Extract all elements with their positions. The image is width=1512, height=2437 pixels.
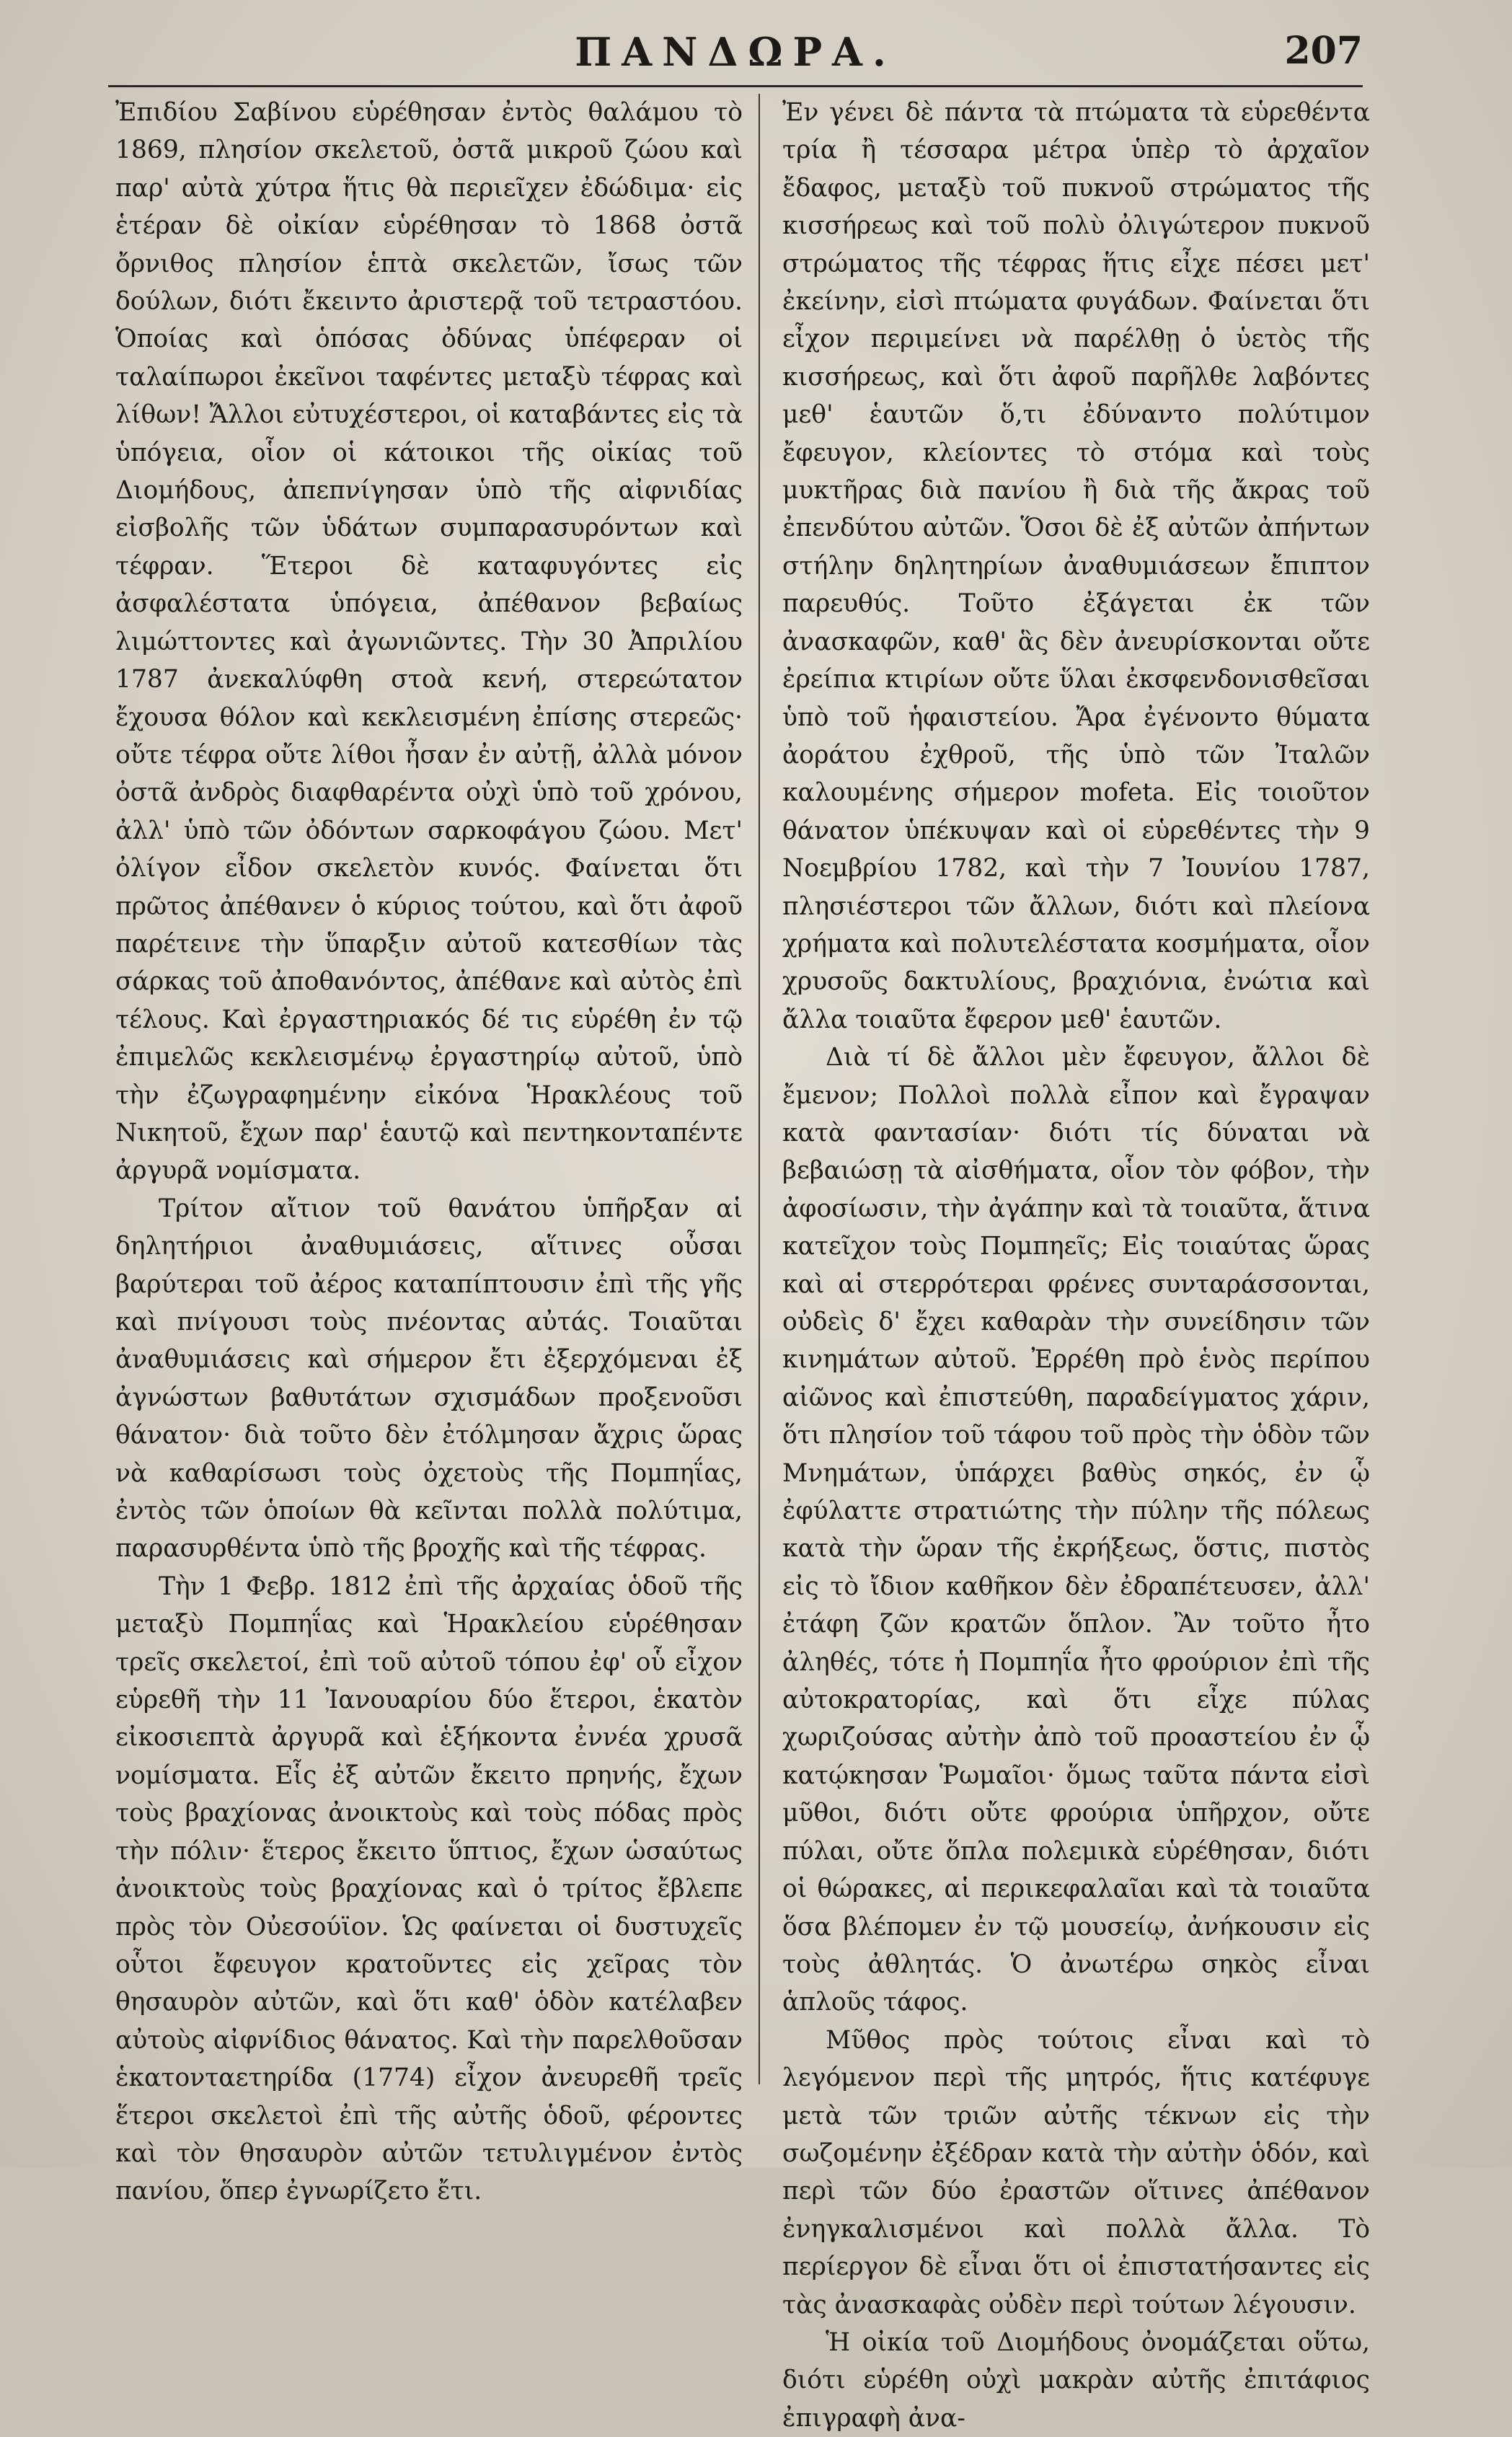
page-number: 207 bbox=[1284, 29, 1363, 73]
left-paragraph-1: Ἐπιδίου Σαβίνου εὑρέθησαν ἐντὸς θαλάμου τὸ 1869, πλησίον σκελετοῦ, ὀστᾶ μικροῦ ζώου καὶ παρ' αὐτὰ χύτρα ἥτις θὰ περιεῖχεν ἐδώδιμα· εἰς ἑτέραν δὲ οἰκίαν εὑρέθησαν τὸ 1868 ὀστᾶ ὄρνιθος πλησίον ἑπτὰ σκελετῶν, ἴσως τῶν δούλων, διότι ἔκειντο ἀριστερᾷ τοῦ τετραστόου. Ὁποίας καὶ ὁπόσας ὀδύνας ὑπέφεραν οἱ ταλαίπωροι ἐκεῖνοι ταφέντες μεταξὺ τέφρας καὶ λίθων! Ἄλλοι εὐτυχέστεροι, οἱ καταβάντες εἰς τὰ ὑπόγεια, οἷον οἱ κάτοικοι τῆς οἰκίας τοῦ Διομήδους, ἀπεπνίγησαν ὑπὸ τῆς αἰφνιδίας εἰσβολῆς τῶν ὑδάτων συμπαρασυρόντων καὶ τέφραν. Ἕτεροι δὲ καταφυγόντες εἰς ἀσφαλέστατα ὑπόγεια, ἀπέθανον βεβαίως λιμώττοντες καὶ ἀγωνιῶντες. Τὴν 30 Ἀπριλίου 1787 ἀνεκαλύφθη στοὰ κενή, στερεώτατον ἔχουσα θόλον καὶ κεκλεισμένη ἐπίσης στερεῶς· οὔτε τέφρα οὔτε λίθοι ἦσαν ἐν αὐτῇ, ἀλλὰ μόνον ὀστᾶ ἀνδρὸς διαφθαρέντα οὐχὶ ὑπὸ τοῦ χρόνου, ἀλλ' ὑπὸ τῶν ὀδόντων σαρκοφάγου ζώου. Μετ' ὀλίγον εἶδον σκελετὸν κυνός. Φαίνεται ὅτι πρῶτος ἀπέθανεν ὁ κύριος τούτου, καὶ ὅτι ἀφοῦ παρέτεινε τὴν ὕπαρξιν αὐτοῦ κατεσθίων τὰς σάρκας τοῦ ἀποθανόντος, ἀπέθανε καὶ αὐτὸς ἐπὶ τέλους. Καὶ ἐργαστηριακός δέ τις εὑρέθη ἐν τῷ ἐπιμελῶς κεκλεισμένῳ ἐργαστηρίῳ αὐτοῦ, ὑπὸ τὴν ἐζωγραφημένην εἰκόνα Ἡρακλέους τοῦ Νικητοῦ, ἔχων παρ' ἑαυτῷ καὶ πεντηκονταπέντε ἀργυρᾶ νομίσματα. bbox=[115, 98, 743, 1186]
left-column bbox=[115, 94, 743, 2211]
right-paragraph-2: Διὰ τί δὲ ἄλλοι μὲν ἔφευγον, ἄλλοι δὲ ἔμενον; Πολλοὶ πολλὰ εἶπον καὶ ἔγραψαν κατὰ φαντασίαν· διότι τίς δύναται νὰ βεβαιώσῃ τὰ αἰσθήματα, οἷον τὸν φόβον, τὴν ἀφοσίωσιν, τὴν ἀγάπην καὶ τὰ τοιαῦτα, ἅτινα κατεῖχον τοὺς Πομπηεῖς; Εἰς τοιαύτας ὥρας καὶ αἱ στερρότεραι φρένες συνταράσσονται, οὐδεὶς δ' ἔχει καθαρὰν τὴν συνείδησιν τῶν κινημάτων αὐτοῦ. Ἐρρέθη πρὸ ἑνὸς περίπου αἰῶνος καὶ ἐπιστεύθη, παραδείγματος χάριν, ὅτι πλησίον τοῦ τάφου τοῦ πρὸς τὴν ὁδὸν τῶν Μνημάτων, ὑπάρχει βαθὺς σηκός, ἐν ᾧ ἐφύλαττε στρατιώτης τὴν πύλην τῆς πόλεως κατὰ τὴν ὥραν τῆς ἐκρήξεως, ὅστις, πιστὸς εἰς τὸ ἴδιον καθῆκον δὲν ἐδραπέτευσεν, ἀλλ' ἐτάφη ζῶν κρατῶν ὅπλον. Ἂν τοῦτο ἦτο ἀληθές, τότε ἡ Πομπηΐα ἦτο φρούριον ἐπὶ τῆς αὐτοκρατορίας, καὶ ὅτι εἶχε πύλας χωριζούσας αὐτὴν ἀπὸ τοῦ προαστείου ἐν ᾧ κατῴκησαν Ῥωμαῖοι· ὅμως ταῦτα πάντα εἰσὶ μῦθοι, διότι οὔτε φρούρια ὑπῆρχον, οὔτε πύλαι, οὔτε ὅπλα πολεμικὰ εὑρέθησαν, διότι οἱ θώρακες, αἱ περικεφαλαῖαι καὶ τὰ τοιαῦτα ὅσα βλέπομεν ἐν τῷ μουσείῳ, ἀνήκουσιν εἰς τοὺς ἀθλητάς. Ὁ ἀνωτέρω σηκὸς εἶναι ἁπλοῦς τάφος. bbox=[782, 1043, 1370, 2017]
header-rule bbox=[108, 85, 1363, 87]
left-paragraph-2: Τρίτον αἴτιον τοῦ θανάτου ὑπῆρξαν αἱ δηλητήριοι ἀναθυμιάσεις, αἵτινες οὖσαι βαρύτεραι τοῦ ἀέρος καταπίπτουσιν ἐπὶ τῆς γῆς καὶ πνίγουσι τοὺς πνέοντας αὐτάς. Τοιαῦται ἀναθυμιάσεις καὶ σήμερον ἔτι ἐξερχόμεναι ἐξ ἀγνώστων βαθυτάτων σχισμάδων προξενοῦσι θάνατον· διὰ τοῦτο δὲν ἐτόλμησαν ἄχρις ὥρας νὰ καθαρίσωσι τοὺς ὀχετοὺς τῆς Πομπηΐας, ἐντὸς τῶν ὁποίων θὰ κεῖνται πολλὰ πολύτιμα, παρασυρθέντα ὑπὸ τῆς βροχῆς καὶ τῆς τέφρας. bbox=[115, 1194, 743, 1564]
right-column bbox=[782, 94, 1370, 2437]
right-paragraph-4: Ἡ οἰκία τοῦ Διομήδους ὀνομάζεται οὕτω, διότι εὑρέθη οὐχὶ μακρὰν αὐτῆς ἐπιτάφιος ἐπιγραφὴ ἀνα- bbox=[782, 2327, 1370, 2433]
left-paragraph-3: Τὴν 1 Φεβρ. 1812 ἐπὶ τῆς ἀρχαίας ὁδοῦ τῆς μεταξὺ Πομπηΐας καὶ Ἡρακλείου εὑρέθησαν τρεῖς σκελετοί, ἐπὶ τοῦ αὐτοῦ τόπου ἐφ' οὗ εἶχον εὑρεθῆ τὴν 11 Ἰανουαρίου δύο ἕτεροι, ἑκατὸν εἰκοσιεπτὰ ἀργυρᾶ καὶ ἑξήκοντα ἐννέα χρυσᾶ νομίσματα. Εἷς ἐξ αὐτῶν ἔκειτο πρηνής, ἔχων τοὺς βραχίονας ἀνοικτοὺς καὶ τοὺς πόδας πρὸς τὴν πόλιν· ἕτερος ἔκειτο ὕπτιος, ἔχων ὡσαύτως ἀνοικτοὺς τοὺς βραχίονας καὶ ὁ τρίτος ἔβλεπε πρὸς τὸν Οὐεσούϊον. Ὡς φαίνεται οἱ δυστυχεῖς οὗτοι ἔφευγον κρατοῦντες εἰς χεῖρας τὸν θησαυρὸν αὐτῶν, καὶ ὅτι καθ' ὁδὸν κατέλαβεν αὐτοὺς αἰφνίδιος θάνατος. Καὶ τὴν παρελθοῦσαν ἑκατονταετηρίδα (1774) εἶχον ἀνευρεθῆ τρεῖς ἕτεροι σκελετοὶ ἐπὶ τῆς αὐτῆς ὁδοῦ, φέροντες καὶ τὸν θησαυρὸν αὐτῶν τετυλιγμένον ἐντὸς πανίου, ὅπερ ἐγνωρίζετο ἔτι. bbox=[115, 1572, 743, 2206]
page-title: ΠΑΝΔΩΡΑ. bbox=[575, 29, 896, 75]
right-paragraph-1: Ἐν γένει δὲ πάντα τὰ πτώματα τὰ εὑρεθέντα τρία ἢ τέσσαρα μέτρα ὑπὲρ τὸ ἀρχαῖον ἔδαφος, μεταξὺ τοῦ πυκνοῦ στρώματος τῆς κισσήρεως καὶ τοῦ πολὺ ὀλιγώτερον πυκνοῦ στρώματος τῆς τέφρας ἥτις εἶχε πέσει μετ' ἐκείνην, εἰσὶ πτώματα φυγάδων. Φαίνεται ὅτι εἶχον περιμείνει νὰ παρέλθῃ ὁ ὑετὸς τῆς κισσήρεως, καὶ ὅτι ἀφοῦ παρῆλθε λαβόντες μεθ' ἑαυτῶν ὅ,τι ἐδύναντο πολύτιμον ἔφευγον, κλείοντες τὸ στόμα καὶ τοὺς μυκτῆρας διὰ πανίου ἢ διὰ τῆς ἄκρας τοῦ ἐπενδύτου αὐτῶν. Ὅσοι δὲ ἐξ αὐτῶν ἀπήντων στήλην δηλητηρίων ἀναθυμιάσεων ἔπιπτον παρευθύς. Τοῦτο ἐξάγεται ἐκ τῶν ἀνασκαφῶν, καθ' ἃς δὲν ἀνευρίσκονται οὔτε ἐρείπια κτιρίων οὔτε ὕλαι ἐκσφενδονισθεῖσαι ὑπὸ τοῦ ἡφαιστείου. Ἄρα ἐγένοντο θύματα ἀοράτου ἐχθροῦ, τῆς ὑπὸ τῶν Ἰταλῶν καλουμένης σήμερον mofeta. Εἰς τοιοῦτον θάνατον ὑπέκυψαν καὶ οἱ εὑρεθέντες τὴν 9 Νοεμβρίου 1782, καὶ τὴν 7 Ἰουνίου 1787, πλησιέστεροι τῶν ἄλλων, διότι καὶ πλείονα χρήματα καὶ πολυτελέστατα κοσμήματα, οἷον χρυσοῦς δακτυλίους, βραχιόνια, ἐνώτια καὶ ἄλλα τοιαῦτα ἔφερον μεθ' ἑαυτῶν. bbox=[782, 98, 1370, 1034]
page-header bbox=[108, 29, 1363, 79]
column-divider bbox=[759, 94, 760, 2084]
right-paragraph-3: Μῦθος πρὸς τούτοις εἶναι καὶ τὸ λεγόμενον περὶ τῆς μητρός, ἥτις κατέφυγε μετὰ τῶν τριῶν αὐτῆς τέκνων εἰς τὴν σωζομένην ἐξέδραν κατὰ τὴν αὐτὴν ὁδόν, καὶ περὶ τῶν δύο ἐραστῶν οἵτινες ἀπέθανον ἐνηγκαλισμένοι καὶ πολλὰ ἄλλα. Τὸ περίεργον δὲ εἶναι ὅτι οἱ ἐπιστατήσαντες εἰς τὰς ἀνασκαφὰς οὐδὲν περὶ τούτων λέγουσιν. bbox=[782, 2025, 1370, 2319]
